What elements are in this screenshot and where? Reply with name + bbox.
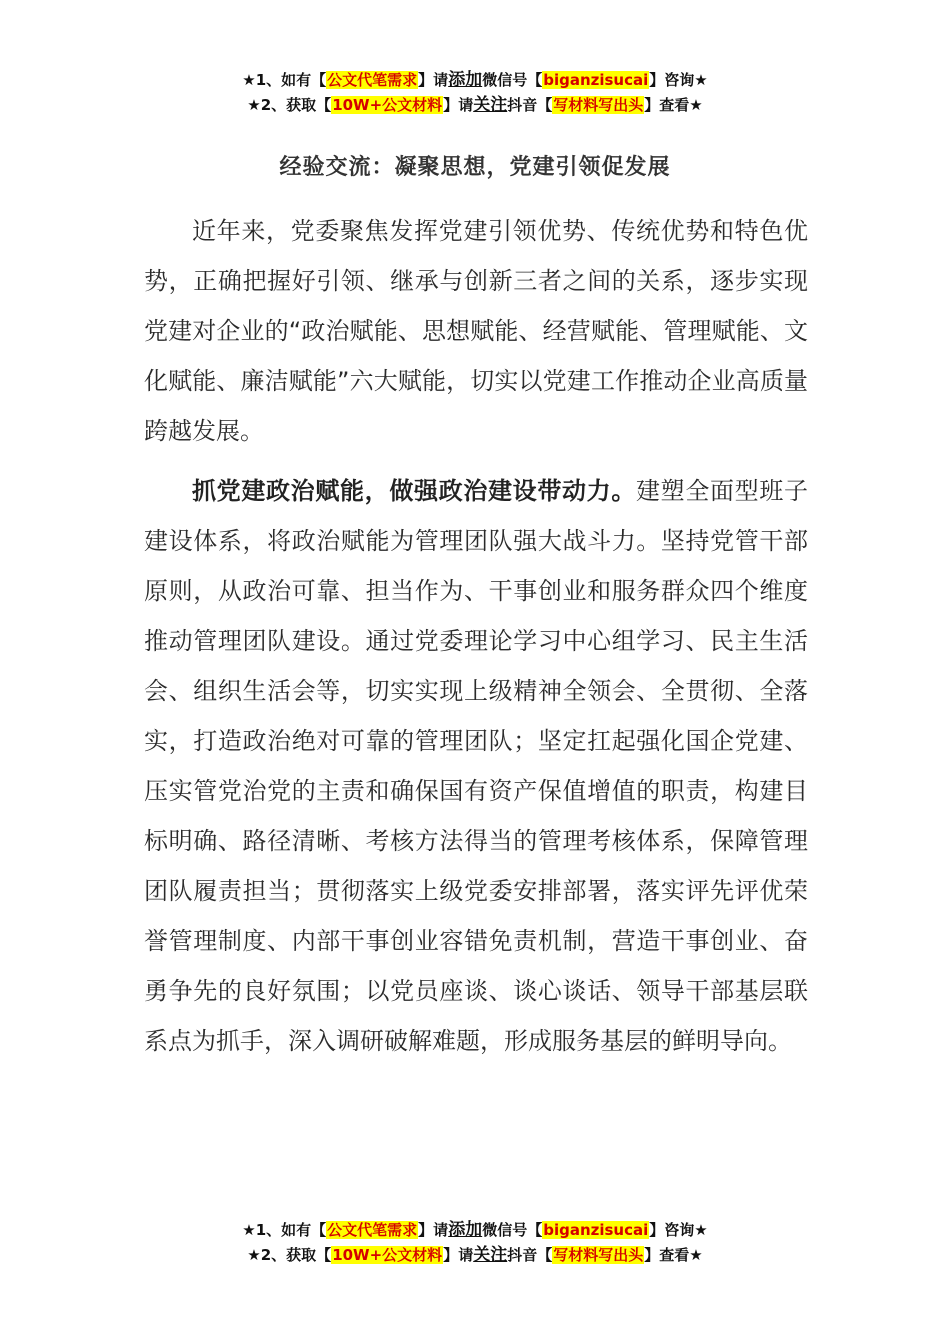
star-icon: ★ [689,96,703,114]
highlight-materials: 10W+公文材料 [332,96,443,114]
star-icon: ★ [242,1221,256,1239]
banner-emphasis: 添加 [448,70,483,90]
banner-text: 抖音【 [507,1246,553,1264]
banner-text: 1、如有【 [255,1221,327,1239]
star-icon: ★ [242,71,256,89]
highlight-douyin-account: 写材料写出头 [553,1246,644,1264]
banner-text: 】请 [418,1221,449,1239]
star-icon: ★ [689,1246,703,1264]
banner-line-2 [0,93,950,118]
paragraph-political-empowerment [144,466,808,1066]
highlight-service: 公文代笔需求 [327,71,418,89]
banner-text: 2、获取【 [260,96,332,114]
banner-text: 】咨询 [649,71,695,89]
footer-banner [0,1218,950,1268]
highlight-douyin-account: 写材料写出头 [553,96,644,114]
header-banner [0,68,950,118]
banner-text: 】请 [443,96,474,114]
banner-text: 】查看 [644,1246,690,1264]
banner-line-1 [0,68,950,93]
banner-emphasis: 关注 [473,95,508,115]
star-icon: ★ [694,71,708,89]
document-title: 经验交流：凝聚思想，党建引领促发展 [279,155,671,180]
banner-text: 】请 [443,1246,474,1264]
banner-line-1 [0,1218,950,1243]
paragraph-lead: 抓党建政治赋能，做强政治建设带动力。 [192,477,636,505]
banner-emphasis: 添加 [448,1220,483,1240]
star-icon: ★ [694,1221,708,1239]
banner-text: 】查看 [644,96,690,114]
star-icon: ★ [247,96,261,114]
banner-text: 】咨询 [649,1221,695,1239]
highlight-materials: 10W+公文材料 [332,1246,443,1264]
paragraph-body: 建塑全面型班子建设体系，将政治赋能为管理团队强大战斗力。坚持党管干部原则，从政治可靠、担当作为、干事创业和服务群众四个维度推动管理团队建设。通过党委理论学习中心组学习、民主生活会、组织生活会等，切实实现上级精神全领会、全贯彻、全落实，打造政治绝对可靠的管理团队；坚定扛起强化国企党建、压实管党治党的主责和确保国有资产保值增值的职责，构建目标明确、路径清晰、考核方法得当的管理考核体系，保障管理团队履责担当；贯彻落实上级党委安排部署，落实评先评优荣誉管理制度、内部干事创业容错免责机制，营造干事创业、奋勇争先的良好氛围；以党员座谈、谈心谈话、领导干部基层联系点为抓手，深入调研破解难题，形成服务基层的鲜明导向。 [144,477,808,1055]
highlight-wechat-id: biganzisucai [543,71,649,89]
star-icon: ★ [247,1246,261,1264]
banner-emphasis: 关注 [473,1245,508,1265]
banner-text: 2、获取【 [260,1246,332,1264]
paragraph-intro: 近年来，党委聚焦发挥党建引领优势、传统优势和特色优势，正确把握好引领、继承与创新三者之间的关系，逐步实现党建对企业的“政治赋能、思想赋能、经营赋能、管理赋能、文化赋能、廉洁赋能”六大赋能，切实以党建工作推动企业高质量跨越发展。 [144,217,808,445]
banner-text: 1、如有【 [255,71,327,89]
banner-text: 】请 [418,71,449,89]
highlight-service: 公文代笔需求 [327,1221,418,1239]
highlight-wechat-id: biganzisucai [543,1221,649,1239]
banner-text: 微信号【 [482,1221,543,1239]
banner-text: 微信号【 [482,71,543,89]
banner-line-2 [0,1243,950,1268]
banner-text: 抖音【 [507,96,553,114]
